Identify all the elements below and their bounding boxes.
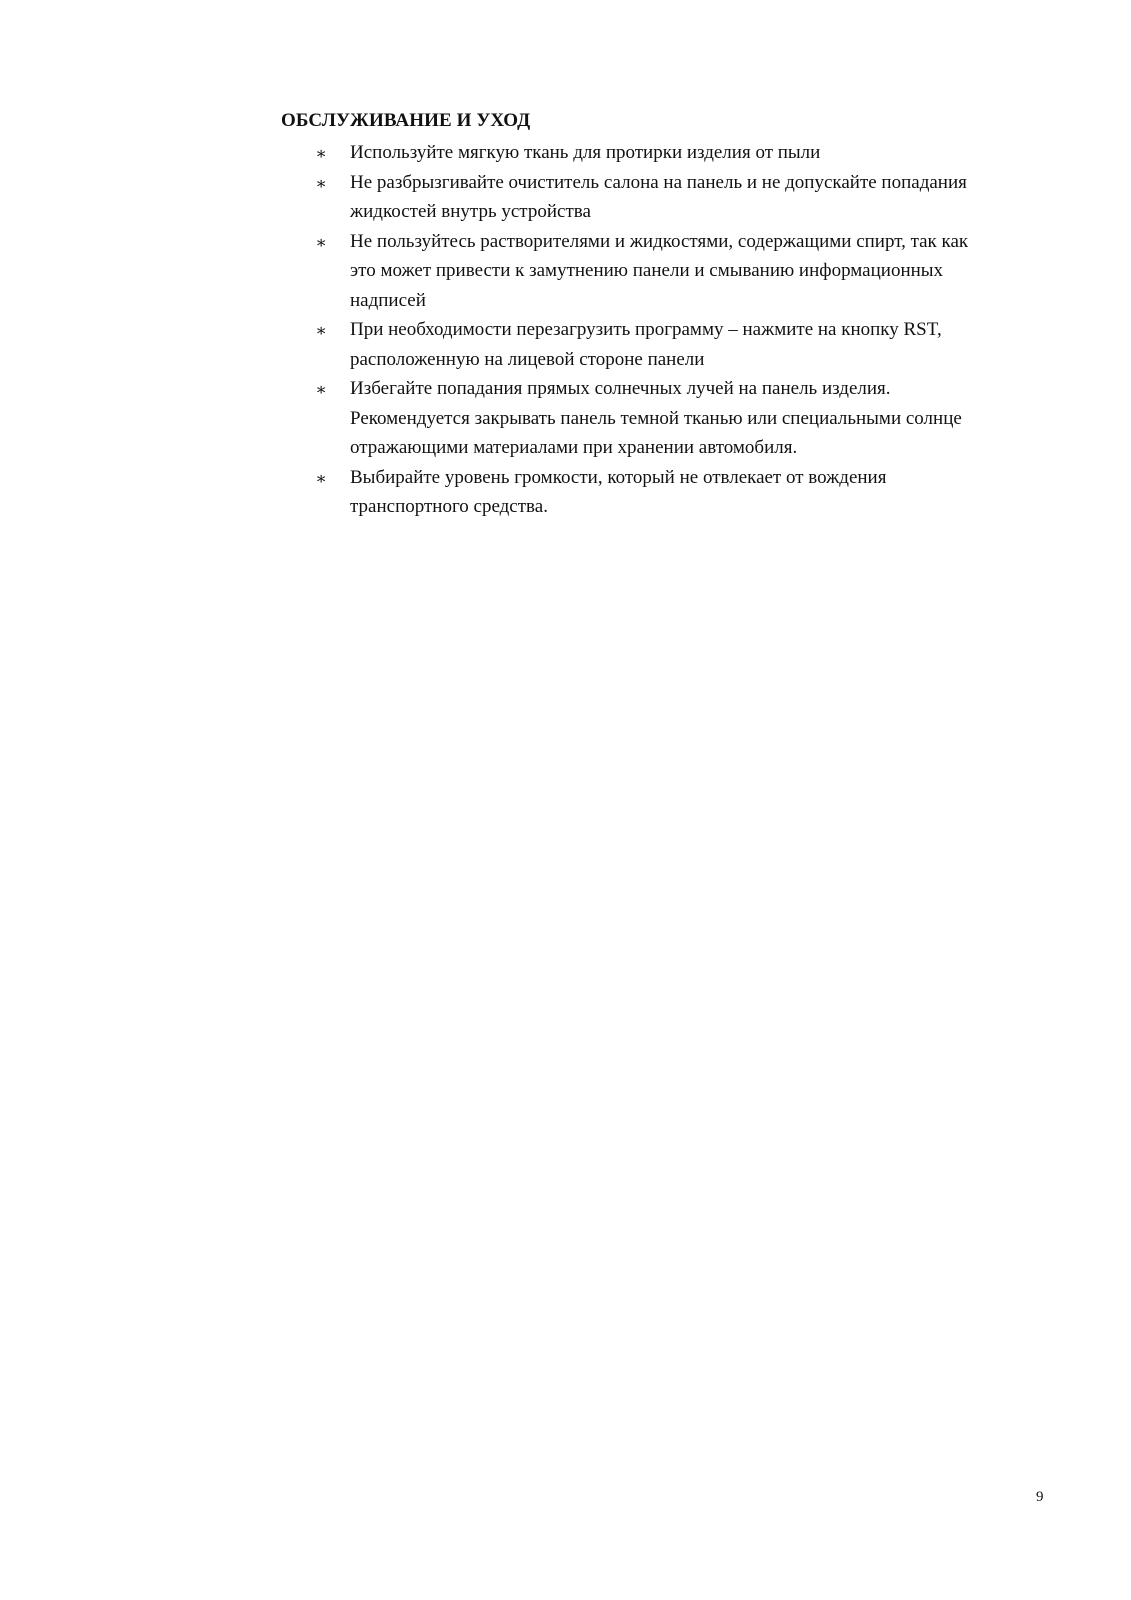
list-item-line: отражающими материалами при хранении автомобиля. xyxy=(350,437,798,458)
maintenance-section xyxy=(281,108,1041,522)
list-item-line: транспортного средства. xyxy=(350,496,548,517)
list-item xyxy=(281,315,1041,374)
list-item xyxy=(281,227,1041,316)
asterisk-bullet-icon: ∗ xyxy=(315,468,327,488)
list-item-line: Рекомендуется закрывать панель темной тканью или специальными солнце xyxy=(350,407,962,429)
asterisk-bullet-icon: ∗ xyxy=(315,173,327,193)
asterisk-bullet-icon: ∗ xyxy=(315,232,327,252)
list-item-line: расположенную на лицевой стороне панели xyxy=(350,348,705,370)
list-item-line: При необходимости перезагрузить программу – нажмите на кнопку RST, xyxy=(350,319,942,340)
asterisk-bullet-icon: ∗ xyxy=(315,144,327,163)
asterisk-bullet-icon: ∗ xyxy=(315,380,327,399)
list-item xyxy=(281,168,1041,227)
list-item xyxy=(281,138,1041,168)
list-item-line: это может привести к замутнению панели и смыванию информационных xyxy=(350,260,944,281)
page-number: 9 xyxy=(1036,1489,1044,1505)
care-instructions-list xyxy=(281,138,1041,522)
list-item-line: Не пользуйтесь растворителями и жидкостями, содержащими спирт, так как xyxy=(350,230,969,252)
list-item-line: Не разбрызгивайте очиститель салона на панель и не допускайте попадания xyxy=(350,171,967,193)
list-item xyxy=(281,463,1041,522)
section-title: ОБСЛУЖИВАНИЕ И УХОД xyxy=(281,110,531,131)
asterisk-bullet-icon: ∗ xyxy=(315,321,327,340)
list-item-line: надписей xyxy=(350,289,426,311)
list-item-line: жидкостей внутрь устройства xyxy=(350,201,591,222)
list-item-line: Выбирайте уровень громкости, который не отвлекает от вождения xyxy=(350,466,887,488)
list-item-line: Используйте мягкую ткань для протирки изделия от пыли xyxy=(350,142,821,163)
list-item-line: Избегайте попадания прямых солнечных лучей на панель изделия. xyxy=(350,378,891,399)
list-item xyxy=(281,374,1041,463)
